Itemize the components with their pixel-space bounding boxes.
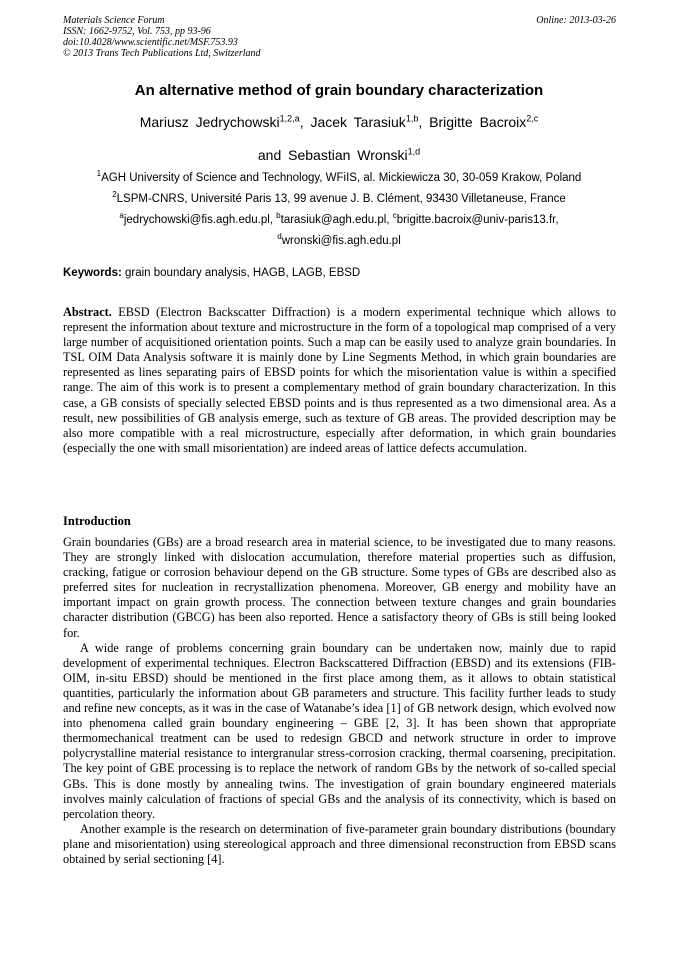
doi-line: doi:10.4028/www.scientific.net/MSF.753.93 <box>63 37 238 48</box>
author-name: Brigitte Bacroix <box>429 114 527 130</box>
email-address[interactable]: wronski@fis.agh.edu.pl <box>281 235 401 247</box>
keywords-text: grain boundary analysis, HAGB, LAGB, EBSD <box>125 267 361 279</box>
email-sup: a <box>119 211 124 221</box>
affiliation-2 <box>40 192 638 206</box>
abstract-label: Abstract. <box>63 305 112 319</box>
author-name: Sebastian Wronski <box>288 147 408 163</box>
author-affil-sup: 1,2,a <box>279 113 300 124</box>
keywords-label: Keywords: <box>63 267 122 279</box>
journal-header <box>63 15 616 59</box>
email-sup: d <box>277 232 282 242</box>
email-sup: c <box>392 211 397 221</box>
introduction-heading: Introduction <box>63 514 131 528</box>
email-sup: b <box>276 211 281 221</box>
keywords <box>63 266 616 280</box>
author-name: Mariusz Jedrychowski <box>139 114 280 130</box>
intro-paragraph: Grain boundaries (GBs) are a broad research area in material science, to be investigated due to many reasons. They are strongly linked with dislocation accumulation, therefore material properties such as diffusion, cracking, fatigue or corrosion behaviour depend on the GB structure. Some types of GBs are described also as preferred sites for nucleation in recrystallization phenomena. Moreover, GB energy and mobility have an important impact on grain growth process. The connection between texture changes and grain boundaries character distribution (GBCG) has been also reported. Hence a satisfactory theory of GBs is still being looked for. <box>63 535 616 640</box>
affiliation-text: LSPM-CNRS, Université Paris 13, 99 avenue J. B. Clément, 93430 Villetaneuse, France <box>116 193 566 205</box>
author-affil-sup: 1,d <box>407 146 421 157</box>
email-line-2 <box>40 234 638 248</box>
author-line-1: Mariusz Jedrychowski$^{1,2,a}$, Jacek Tarasiuk$^{1,b}$, Brigitte Bacroix$^{2,c}$ <box>139 113 539 130</box>
introduction-body <box>63 535 616 867</box>
affiliation-sup: 1 <box>96 169 102 179</box>
affiliation-sup: 2 <box>112 190 117 200</box>
affiliation-text: AGH University of Science and Technology, WFiIS, al. Mickiewicza 30, 30-059 Krakow, Poland <box>101 172 582 184</box>
author-conjunction: and <box>257 147 282 163</box>
author-affil-sup: 2,c <box>526 113 539 124</box>
email-address[interactable]: brigitte.bacroix@univ-paris13.fr, <box>396 214 559 226</box>
abstract <box>63 305 616 456</box>
journal-name: Materials Science Forum <box>63 15 165 26</box>
author-line-2 <box>40 146 638 164</box>
online-date: Online: 2013-03-26 <box>536 15 616 26</box>
email-line-1 <box>40 213 638 227</box>
email-address[interactable]: tarasiuk@agh.edu.pl, <box>280 214 390 226</box>
copyright-line: © 2013 Trans Tech Publications Ltd, Switzerland <box>63 48 261 59</box>
intro-paragraph: A wide range of problems concerning grain boundary can be undertaken now, mainly due to rapid development of experimental techniques. Electron Backscattered Diffraction (EBSD) and its extensions (FIB-OIM, in-situ EBSD) should be mentioned in the first place among them, as it allows to obtain statistical quantities, particularly the information about GB parameters and structure. This facility further leads to study and refine new concepts, as it was in the case of Watanabe’s idea [1] of GB network design, which evolved now into phenomena called grain boundary engineering – GBE [2, 3]. It has been shown that appropriate thermomechanical treatment can be used to redesign GBCD and network structure in order to improve polycrystalline material resistance to intergranular stress-corrosion cracking, thermal coarsening, precipitation. The key point of GBE processing is to replace the network of random GBs by the network of so-called special GBs. This is done mostly by annealing twins. The investigation of grain boundary engineered materials involves mainly calculation of fractions of special GBs and the analysis of its connectivity, which is based on percolation theory. <box>63 640 616 821</box>
author-name: Jacek Tarasiuk <box>310 114 406 130</box>
abstract-text: EBSD (Electron Backscatter Diffraction) is a modern experimental technique which allows to represent the information about texture and microstructure in the form of a topological map comprised of a very large number of acquisitioned orientation points. Such a map can be easily used to analyze grain boundaries. In TSL OIM Data Analysis software it is mainly done by Line Segments Method, in which grain boundaries are represented as lines separating pairs of EBSD points for which the misorientation value is within a specified range. The aim of this work is to present a complementary method of grain boundary characterization. In this case, a GB consists of specially selected EBSD points and is thus represented as a two dimensional area. As a result, new possibilities of GB analysis emerge, such as texture of GB areas. The provided description may be also more compatible with a real microstructure, especially after deformation, in which grain boundaries (especially the one with small misorientation) are indeed areas of lattice defects accumulation. <box>63 305 616 455</box>
email-address[interactable]: jedrychowski@fis.agh.edu.pl, <box>123 214 273 226</box>
author-affil-sup: 1,b <box>405 113 419 124</box>
issn-line: ISSN: 1662-9752, Vol. 753, pp 93-96 <box>63 26 211 37</box>
affiliation-1 <box>40 171 638 185</box>
intro-paragraph: Another example is the research on determination of five-parameter grain boundary distributions (boundary plane and misorientation) using stereological approach and three dimensional reconstruction from EBSD scans obtained by serial sectioning [4]. <box>63 821 616 866</box>
paper-title: An alternative method of grain boundary characterization <box>134 82 544 99</box>
